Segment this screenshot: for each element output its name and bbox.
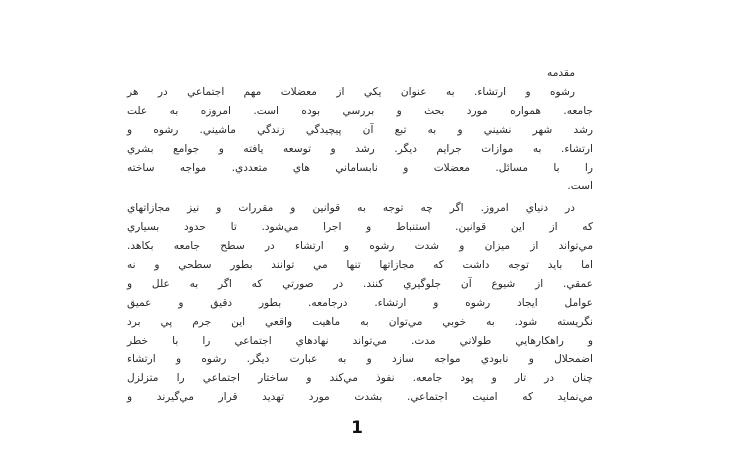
text-line: مي‌تواند از ميزان و شدت رشوه و ارتشاء در سطح جامعه بكاهد. <box>127 240 593 253</box>
text-line: كه از اين قوانين. استنباط و اجرا مي‌شود. تا حدود بسياري <box>127 221 593 234</box>
text-line: ارتشاء. به موازات جرايم ديگر. رشد و توسعه يافته و جوامع بشري <box>127 142 593 155</box>
text-line: اضمحلال و نابودي مواجه سازد و به عبارت ديگر. رشوه و ارتشاء <box>127 353 593 366</box>
text-line: عمقي. از شيوع آن جلوگيري كنند. در صورتي كه اگر به علل و <box>127 277 593 290</box>
document-body <box>127 63 593 407</box>
text-line: جامعه. همواره مورد بحث و بررسي بوده است. امروزه به علت <box>127 104 593 117</box>
text-line: در دنياي امروز. اگر چه توجه به قوانين و مقررات و نيز مجازاتهاي <box>127 202 575 215</box>
text-line: چنان در تار و پود جامعه. نفوذ مي‌كند و ساختار اجتماعي را متزلزل <box>127 372 593 385</box>
text-line: و راهكارهايي طولاني مدت. مي‌تواند نهادهاي اجتماعي را با خطر <box>127 334 593 347</box>
text-line: است. <box>567 180 593 193</box>
page-number: 1 <box>351 418 363 438</box>
paragraph-1 <box>127 83 593 196</box>
paragraph-2 <box>127 199 593 407</box>
text-line: مي‌نمايد كه امنيت اجتماعي. بشدت مورد تهديد قرار مي‌گيرند و <box>127 391 593 404</box>
text-line: را با مسائل. معضلات و نابساماني هاي متعددي. مواجه ساخته <box>127 161 593 174</box>
section-heading: مقدمه <box>547 67 575 79</box>
text-line: عوامل ايجاد رشوه و ارتشاء. درجامعه. بطور دقيق و عميق <box>127 296 593 309</box>
text-line: رشوه و ارتشاء. به عنوان يكي از معضلات مهم اجتماعي در هر <box>127 86 575 98</box>
text-line: رشد شهر نشيني و به تبع آن پيچيدگي زندگي ماشيني. رشوه و <box>127 123 593 136</box>
text-line: نگريسته شود. به خوبي مي‌توان به ماهيت واقعي اين جرم پي برد <box>127 315 593 328</box>
text-line: اما بايد توجه داشت كه مجازاتها تنها مي توانند بطور سطحي و نه <box>127 259 593 272</box>
